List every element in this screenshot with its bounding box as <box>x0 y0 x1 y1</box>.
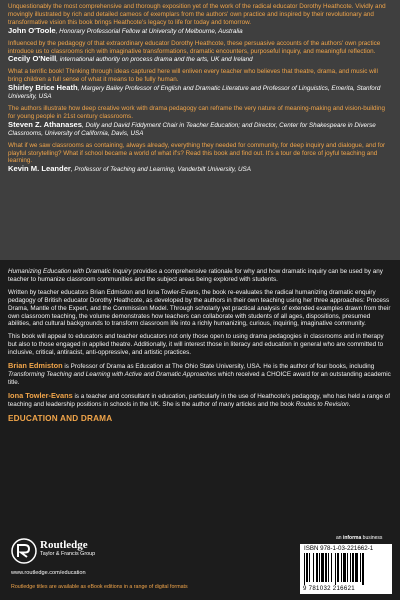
publisher-name: Routledge <box>40 539 88 551</box>
publisher-brand <box>40 539 95 558</box>
author-bio <box>8 362 394 387</box>
description-paragraph: This book will appeal to educators and teacher educators not only those open to using drama pedagogies in classrooms and in therapy but also to those engaged in applied theatre. Additionally, it will interest those in literacy and education in general who are committed to inclusive, critical, antiracist, anti-oppressive, and artistic practices. <box>8 333 384 357</box>
endorser-role: , Dolly and David Fiddyment Chair in Teacher Education; and Director, Center for Shakespeare in Diverse Classrooms, University of California, Davis, USA <box>8 121 376 137</box>
bio-text: which received a CHOICE award for an outstanding academic title. <box>8 370 391 386</box>
description-text: provides a comprehensive rationale for why and how dramatic inquiry can be used by any teacher to humanize classroom communities and the subject areas being explored with students. <box>8 268 383 283</box>
endorsements-panel <box>0 0 400 260</box>
endorser-name: Steven Z. Athanases <box>8 119 82 129</box>
informa-text: an <box>336 535 343 541</box>
endorsement-attribution <box>8 55 392 64</box>
isbn-barcode <box>300 544 392 594</box>
publisher-group: Taylor & Francis Group <box>40 551 96 557</box>
informa-brand: informa <box>342 535 362 541</box>
endorsement <box>8 3 392 36</box>
endorser-name: John O'Toole <box>8 25 56 35</box>
endorsement-quote: The authors illustrate how deep creative work with drama pedagogy can reframe the very nature of meaning-making and vision-building for young people in 21st century classrooms. <box>8 104 385 120</box>
endorser-name: Kevin M. Leander <box>8 164 71 174</box>
informa-text: business <box>361 535 383 541</box>
bio-text: is Professor of Drama as Education at The Ohio State University, USA. He is the author of four books, including <box>62 363 375 371</box>
description-paragraph <box>8 268 394 284</box>
endorser-role: , international authority on process drama and the arts, UK and Ireland <box>56 56 253 64</box>
endorsement-quote: Influenced by the pedagogy of that extraordinary educator Dorothy Heathcote, these persuasive accounts of the authors' own practice introduce us to classrooms rich with imaginative transformations, dramatic encounters, purposeful inquiry, and meaningful reflection. <box>8 39 381 55</box>
bio-text: is a teacher and consultant in education, particularly in the use of Heathcote's pedagogy, who has held a range of teaching and leadership positions in schools in the UK. She is the author of many articles and the book <box>8 392 390 408</box>
author-name: Brian Edmiston <box>8 361 63 371</box>
author-name: Iona Towler-Evans <box>8 390 73 400</box>
book-title-inline: Humanizing Education with Dramatic Inquiry <box>8 268 132 275</box>
isbn-label: ISBN 978-1-03-221662-1 <box>304 545 374 552</box>
barcode-icon <box>304 553 388 585</box>
endorser-role: , Margery Bailey Professor of English and Dramatic Literature and Professor of Linguistics, Emerita, Stanford University, USA <box>8 85 381 101</box>
endorsement-quote: Unquestionably the most comprehensive and thorough exposition yet of the work of the radical educator Dorothy Heathcote. Vividly and movingly illustrated by rich and detailed cameos of exemplars from the authors' own practice and inspired by their revolutionary and transformative vision this book brings Heathcote's legacy to life for today and tomorrow. <box>8 3 386 26</box>
endorsement <box>8 40 392 65</box>
endorser-name: Cecily O'Neill <box>8 54 57 64</box>
publisher-website: www.routledge.com/education <box>11 570 86 576</box>
routledge-logo-icon <box>11 538 37 564</box>
author-bio <box>8 392 394 409</box>
endorsement-attribution <box>8 84 392 101</box>
endorsement-attribution <box>8 27 392 36</box>
endorsement <box>8 68 392 101</box>
bio-book-title: Routes to Revision <box>295 400 349 408</box>
description-section <box>8 268 394 423</box>
endorsement-quote: What a terrific book! Thinking through ideas captured here will enliven every teacher who believes that theatre, drama, and music will bring children a full sense of what it means to be fully human. <box>8 68 378 84</box>
endorsement-attribution <box>8 165 392 174</box>
subject-category: EDUCATION AND DRAMA <box>8 413 113 423</box>
bio-text: . <box>348 400 351 408</box>
endorser-role: , Honorary Professorial Fellow at University of Melbourne, Australia <box>55 27 243 35</box>
barcode-number: 9 781032 216621 <box>303 585 355 592</box>
endorsement-quote: What if we saw classrooms as containing, always already, everything they needed for community, for deep inquiry and dialogue, and for playful storytelling? What if school became a world of what if's? Read this book and find out. It's a tour de force of joyful teaching and learning. <box>8 141 386 165</box>
endorser-name: Shirley Brice Heath <box>8 83 78 93</box>
endorser-role: , Professor of Teaching and Learning, Vanderbilt University, USA <box>70 166 251 174</box>
endorsement <box>8 142 392 175</box>
bio-book-title: Transforming Teaching and Learning with Active and Dramatic Approaches <box>8 370 217 378</box>
ebook-note: Routledge titles are available as eBook editions in a range of digital formats <box>11 584 188 590</box>
description-paragraph: Written by teacher educators Brian Edmiston and Iona Towler-Evans, the book re-evaluates the radical humanizing dramatic enquiry pedagogy of British educator Dorothy Heathcote, as developed by the authors in their own teaching using her three approaches: Process Drama, Mantle of the Expert, and the Commission Model. Through scholarly yet practical analysis of extended examples drawn from their own classroom teaching, the volume demonstrates how teachers can collaborate with students of all ages, dispositions, presumed abilities, and cultural backgrounds to transform classroom life into a richly humanizing, curious, inquiring, imaginative community. <box>8 288 391 328</box>
informa-logo <box>336 535 382 541</box>
endorsement <box>8 105 392 138</box>
endorsement-attribution <box>8 121 392 138</box>
